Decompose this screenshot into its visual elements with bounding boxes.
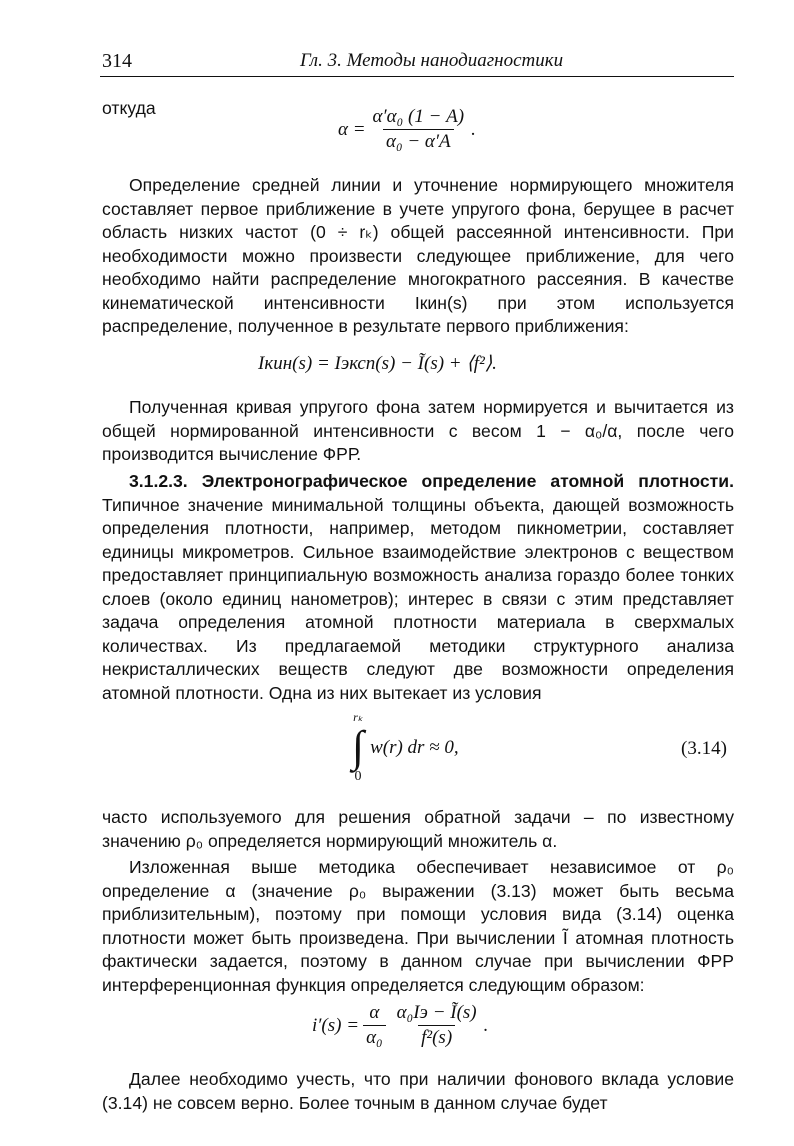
paragraph-5: Изложенная выше методика обеспечивает независимое от ρ₀ определение α (значение ρ₀ выражении (3.13) может быть весьма приблизительным), поэтому при помощи условия вида (3.14) оценка плотности может быть произведена. При вычислении Ĩ атомная плотность фактически задается, поэтому в данном случае при вычислении ФРР интерференционная функция определяется следующим образом:	[102, 857, 734, 995]
equation-ikin: Iкин(s) = Iэксп(s) − Ĩ(s) + ⟨f²⟩.	[258, 353, 497, 374]
equation-alpha-lhs: α =	[338, 118, 366, 140]
frac1-numerator: α	[369, 1002, 380, 1023]
integral-integrand: w(r) dr ≈ 0,	[370, 736, 459, 758]
equation-alpha	[338, 106, 476, 153]
running-title: Гл. 3. Методы нанодиагностики	[300, 50, 564, 71]
frac2-denominator: f²(s)	[418, 1025, 455, 1049]
paragraph-3-block	[102, 470, 734, 705]
integral-upper-limit: rₖ	[353, 710, 363, 724]
equation-interference-lhs: i′(s) =	[312, 1014, 360, 1036]
paragraph-1: Определение средней линии и уточнение нормирующего множителя составляет первое приближение в учете упругого фона, берущее в расчет область низких частот (0 ÷ rₖ) общей рассеянной интенсивности. При необходимости можно произвести следующее приближение, для чего необходимо найти распределение многократного рассеяния. В качестве кинематической интенсивности Iкин(s) при этом используется распределение, полученное в результате первого приближения:	[102, 175, 734, 336]
integral-lower-limit: 0	[354, 769, 362, 784]
integral-sign: ∫	[352, 722, 365, 771]
equation-alpha-fraction	[370, 106, 468, 153]
equation-interference	[312, 1002, 488, 1049]
equation-interference-fraction-1	[363, 1002, 386, 1049]
frac2-numerator: α₀Iэ − Ĩ(s)	[396, 1002, 477, 1023]
paragraph-2: Полученная кривая упругого фона затем нормируется и вычитается из общей нормированной интенсивности с весом 1 − α₀/α, после чего производится вычисление ФРР.	[102, 397, 734, 464]
equation-number: (3.14)	[681, 738, 727, 759]
paragraph-4: часто используемого для решения обратной задачи – по известному значению ρ₀ определяется нормирующий множитель α.	[102, 807, 734, 851]
equation-interference-fraction-2	[394, 1002, 480, 1049]
page-number: 314	[102, 50, 132, 72]
frac1-denominator: α₀	[363, 1025, 386, 1049]
equation-interference-trail: .	[483, 1014, 489, 1036]
equation-alpha-numerator: α′α₀ (1 − A)	[372, 106, 465, 127]
page-header	[100, 48, 734, 77]
equation-integral	[352, 710, 459, 785]
equation-alpha-denominator: α₀ − α′A	[383, 129, 454, 153]
paragraph-6: Далее необходимо учесть, что при наличии фонового вклада условие (3.14) не совсем верно. Более точным в данном случае будет	[102, 1069, 734, 1113]
integral-sign-group	[352, 710, 364, 785]
paragraph-3: Типичное значение минимальной толщины объекта, дающей возможность определения плотности, например, методом пикнометрии, составляет единицы микрометров. Сильное взаимодействие электронов с веществом предоставляет принципиальную возможность анализа гораздо более тонких слоев (около единиц нанометров); интерес в связи с этим представляет задача определения атомной плотности материала в сверхмалых количествах. Из предлагаемой методики структурного анализа некристаллических веществ следуют две возможности определения атомной плотности. Одна из них вытекает из условия	[102, 494, 734, 703]
equation-alpha-trail: .	[471, 118, 476, 140]
section-heading: 3.1.2.3. Электронографическое определение атомной плотности.	[129, 471, 734, 491]
word-otkuda: откуда	[102, 98, 156, 118]
